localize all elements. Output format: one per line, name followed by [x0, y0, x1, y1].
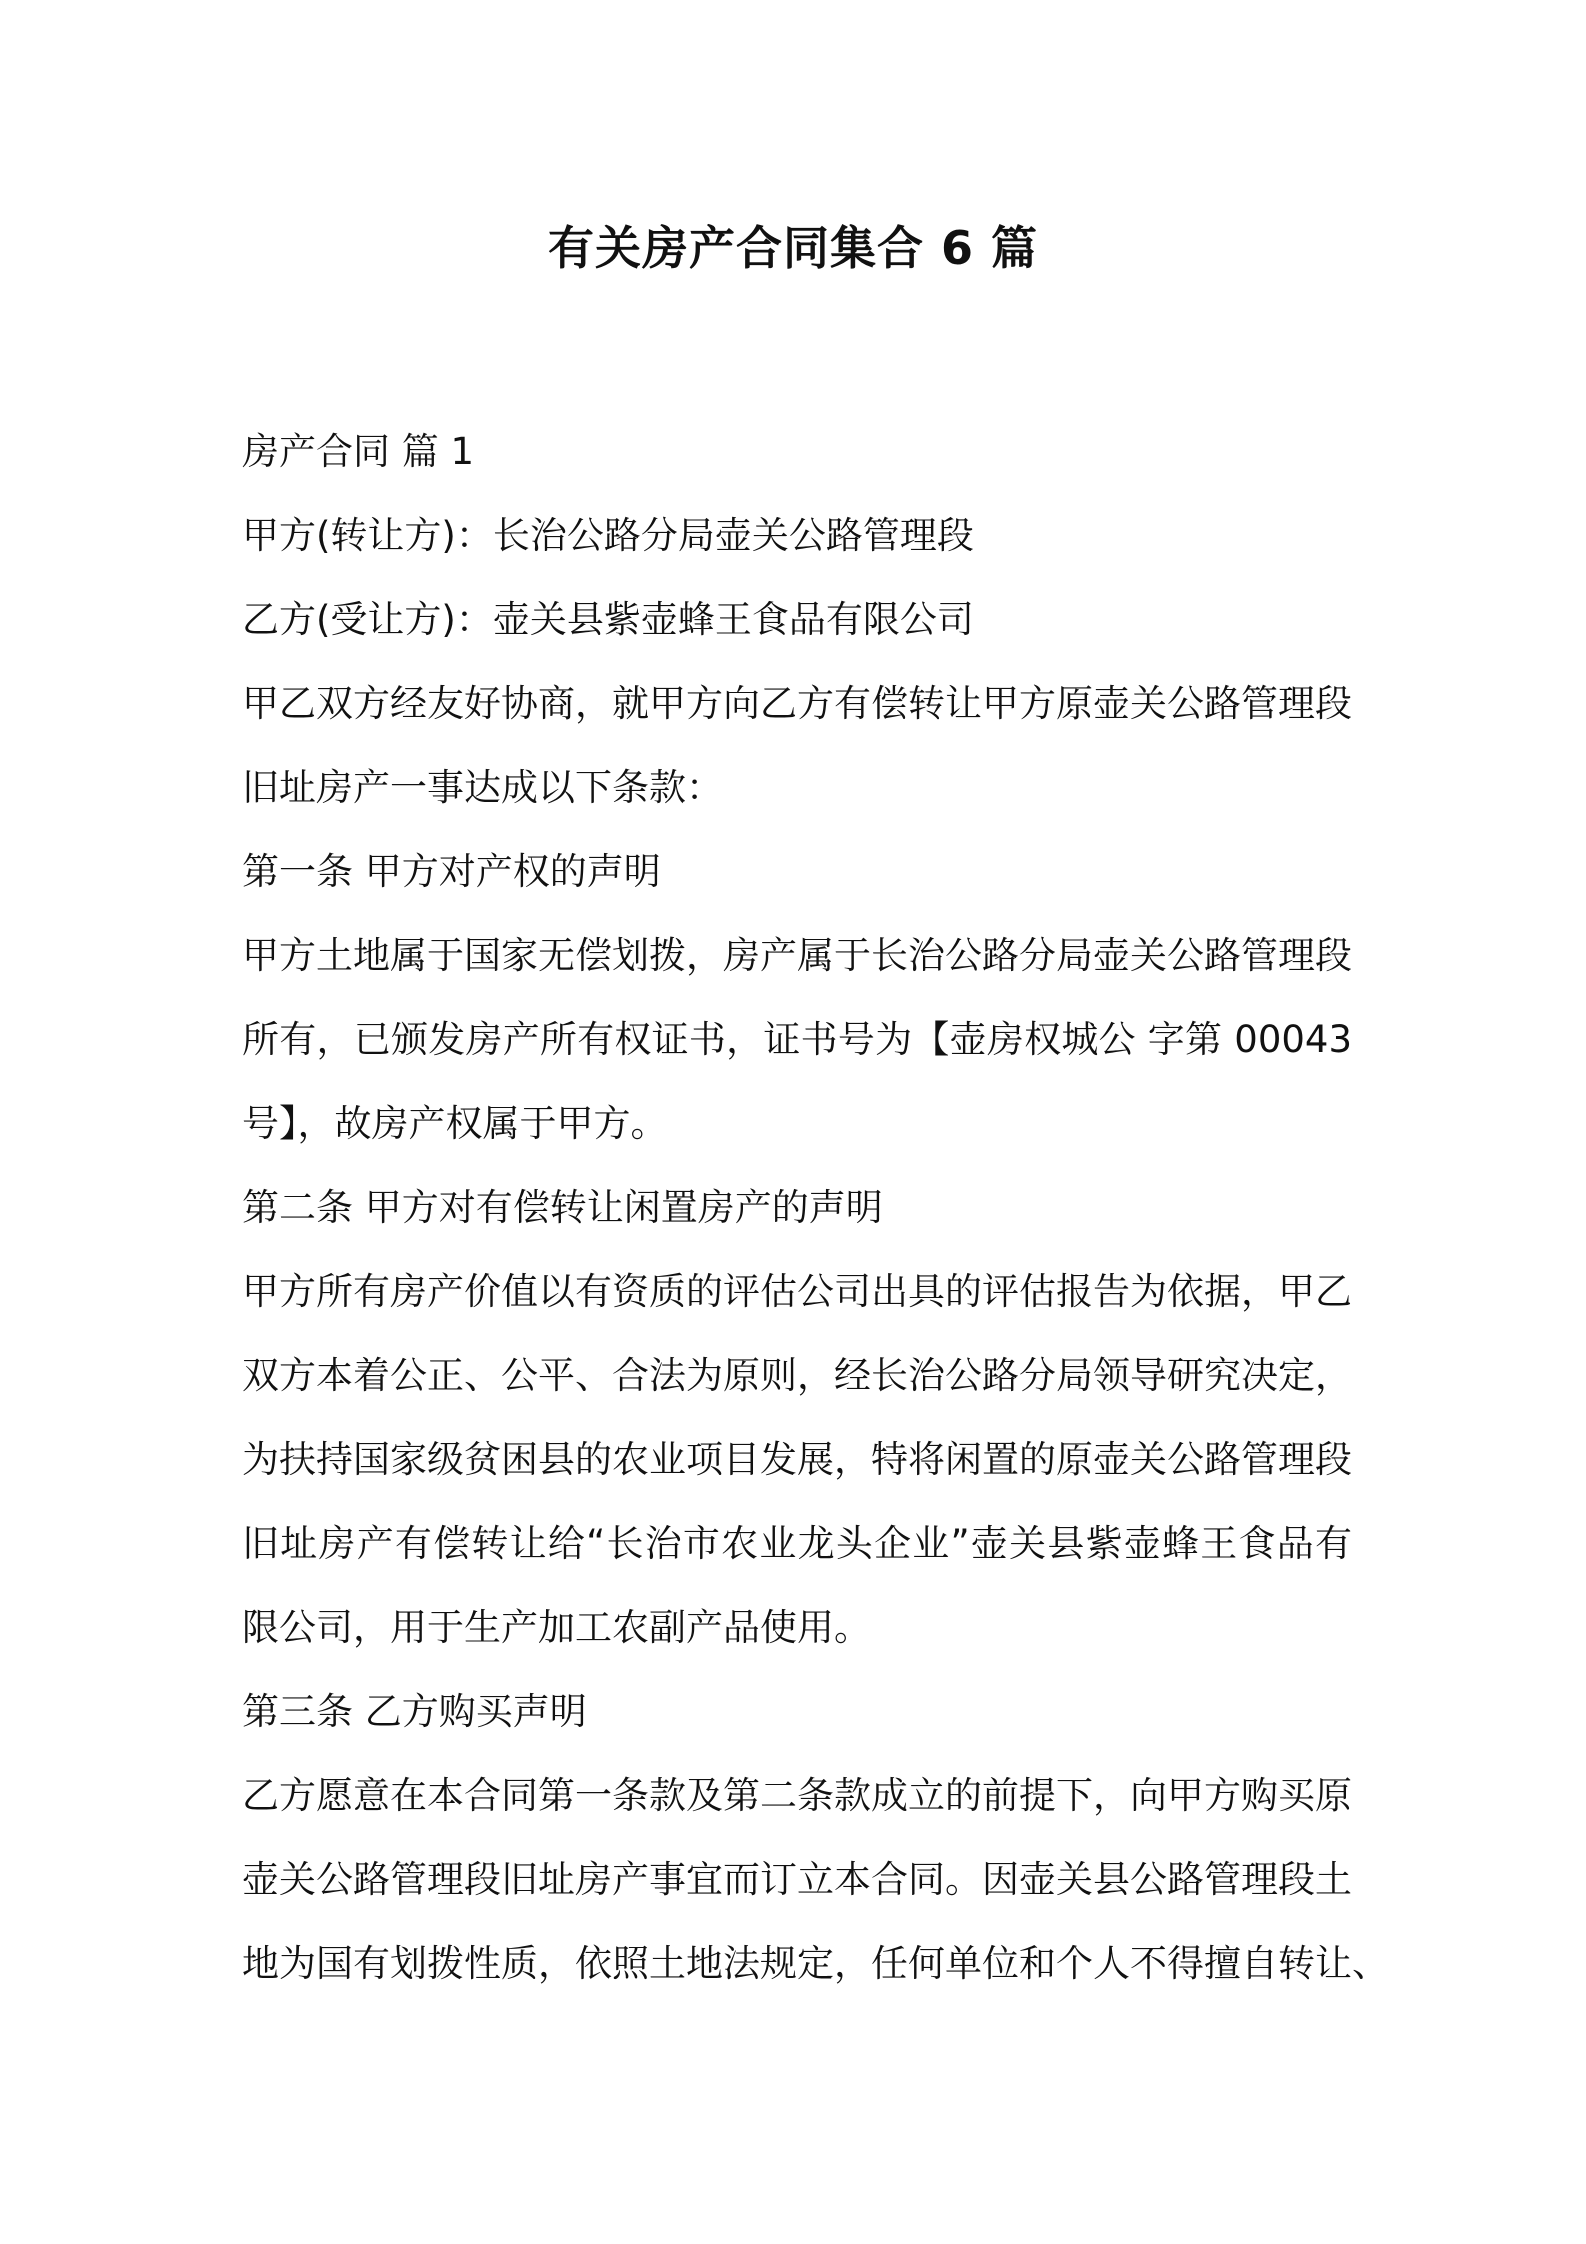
paragraph-line: 双方本着公正、公平、合法为原则，经长治公路分局领导研究决定， — [242, 1354, 1352, 1397]
paragraph-line: 乙方愿意在本合同第一条款及第二条款成立的前提下，向甲方购买原 — [242, 1774, 1352, 1817]
party-b-line: 乙方(受让方)：壶关县紫壶蜂王食品有限公司 — [242, 598, 974, 641]
document-title: 有关房产合同集合 6 篇 — [547, 221, 1039, 275]
article-heading: 第一条 甲方对产权的声明 — [242, 850, 661, 893]
paragraph-line: 号】，故房产权属于甲方。 — [242, 1102, 668, 1145]
paragraph-line: 甲方所有房产价值以有资质的评估公司出具的评估报告为依据，甲乙 — [242, 1270, 1352, 1313]
article-heading: 第三条 乙方购买声明 — [242, 1690, 587, 1733]
paragraph-line: 旧址房产一事达成以下条款： — [242, 766, 723, 809]
party-a-line: 甲方(转让方)：长治公路分局壶关公路管理段 — [242, 514, 974, 557]
section-heading: 房产合同 篇 1 — [242, 430, 475, 473]
paragraph-line: 为扶持国家级贫困县的农业项目发展，特将闲置的原壶关公路管理段 — [242, 1438, 1352, 1481]
paragraph-line: 甲乙双方经友好协商，就甲方向乙方有偿转让甲方原壶关公路管理段 — [242, 682, 1352, 725]
paragraph-line: 限公司，用于生产加工农副产品使用。 — [242, 1606, 871, 1649]
paragraph-line: 壶关公路管理段旧址房产事宜而订立本合同。因壶关县公路管理段土 — [242, 1858, 1352, 1901]
document-body — [242, 410, 1389, 2006]
article-heading: 第二条 甲方对有偿转让闲置房产的声明 — [242, 1186, 883, 1229]
paragraph-line: 所有，已颁发房产所有权证书，证书号为【壶房权城公 字第 00043 — [242, 1018, 1352, 1061]
paragraph-line: 甲方土地属于国家无偿划拨，房产属于长治公路分局壶关公路管理段 — [242, 934, 1352, 977]
paragraph-line: 旧址房产有偿转让给“长治市农业龙头企业”壶关县紫壶蜂王食品有 — [242, 1522, 1352, 1565]
paragraph-line: 地为国有划拨性质，依照土地法规定，任何单位和个人不得擅自转让、 — [242, 1942, 1389, 1985]
